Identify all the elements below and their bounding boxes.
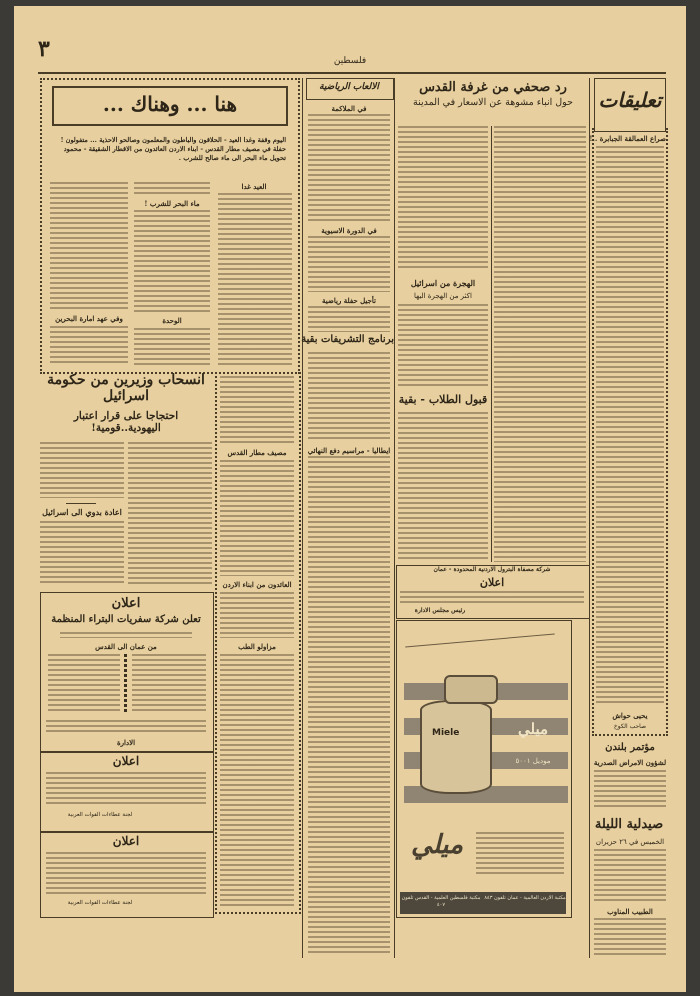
here-there-intro: اليوم وقفة وغدا العيد - الحلاقون والباطون والمعلمون وصالحو الاحذية ... متفولون ! حفلة في مصيف مطار القدس - ابناء الاردن العائدون من الاقطار الشقيقة - محمود تحويل ماء البحر الى ماء صالح للشرب . [60, 136, 286, 162]
miele-logo: ميلي [410, 830, 464, 860]
emigration-body [398, 304, 488, 388]
pharmacy-body [594, 849, 666, 903]
sports-body [308, 352, 390, 442]
here-there-body [50, 182, 128, 310]
ad-2-title: اعلان [112, 754, 140, 768]
emigration-subtitle: اكثر من الهجرة اليها [414, 292, 472, 300]
here-there-body [134, 182, 210, 196]
israel-body [40, 442, 124, 498]
conference-title: مؤتمر بلندن [605, 742, 655, 753]
refinery-ad-signature: رئيس مجلس الادارة [414, 607, 466, 614]
pharmacy-date: الخميس في ٢٦ حزيران [595, 838, 665, 846]
here-there-subhead: ماء البحر للشرب ! [144, 199, 200, 208]
sports-body [308, 306, 390, 332]
timetable-left [48, 654, 120, 712]
sports-subhead-large: برنامج التشريفات بقية [301, 334, 394, 345]
here-there-subhead: العيد غدا [241, 182, 267, 191]
ad-2-body [46, 772, 206, 806]
israel-body [40, 521, 124, 584]
pharmacy-title: صيدلية الليلة [594, 817, 664, 832]
refinery-ad-body [400, 591, 584, 606]
here-there-body [220, 654, 294, 908]
israel-headline: انسحاب وزيرين من حكومة اسرائيل [47, 372, 205, 405]
miele-agent-jerusalem: مكتبة فلسطين العلمية - القدس تلفون ٤٠٧ [401, 895, 481, 908]
conference-subtitle: لشؤون الامراض الصدرية [593, 758, 667, 767]
petra-ad-subtitle: تعلن شركة سفريات البتراء المنظمة [51, 614, 201, 625]
israel-body [128, 442, 212, 584]
petra-ad-signature: الادارة [116, 738, 136, 747]
ad-3-body [46, 852, 206, 894]
timetable-divider [124, 654, 127, 712]
sports-subhead: في الملاكمة [331, 104, 367, 113]
ad-3-title: اعلان [112, 834, 140, 848]
ad-2-signature: لجنة عطاءات القوات العربية [67, 812, 133, 818]
petra-ad-title: اعلان [111, 596, 141, 611]
washing-machine-illustration [420, 700, 492, 794]
chamber-title: رد صحفي من غرفة القدس [419, 80, 567, 95]
column-rule [394, 78, 395, 958]
page-number: ٣ [38, 36, 50, 62]
comments-author-role: صاحب الكوخ [613, 723, 647, 730]
israel-subhead: اعادة بدوي الى اسرائيل [42, 507, 122, 517]
sports-body [308, 114, 390, 222]
here-there-subhead: الوحدة [162, 316, 182, 325]
miele-description [476, 832, 564, 876]
here-there-body [134, 210, 210, 312]
petra-ad-note [46, 720, 206, 732]
here-there-body [218, 193, 292, 366]
miele-banner-text: ميلي [517, 720, 549, 738]
comments-subtitle: صراع العمالقة الجبابرة ..! [589, 134, 666, 143]
column-rule [302, 78, 303, 958]
divider [66, 503, 96, 504]
doctor-body [594, 918, 666, 958]
here-there-body [134, 328, 210, 366]
timetable-right [132, 654, 206, 712]
sports-subhead: في الدورة الاسيوية [321, 226, 377, 235]
sports-subhead: تأجيل حفلة رياضية [322, 296, 376, 305]
column-rule [491, 126, 492, 562]
chamber-body-right [494, 126, 586, 562]
refinery-ad-title: اعلان [479, 576, 505, 589]
sports-subhead: ايطاليا - مراسيم دفع النهائي [307, 446, 391, 455]
miele-agent-amman: مكتبة الاردن العالمية - عمان تلفون ٨٤٣ [484, 895, 566, 901]
sports-title: الالعاب الرياضية [319, 82, 379, 92]
doctor-title: الطبيب المناوب [607, 907, 653, 916]
emigration-title: الهجرة من اسرائيل [410, 278, 476, 288]
students-body [398, 412, 488, 562]
here-there-body [50, 326, 128, 366]
here-there-body [220, 376, 294, 444]
here-there-subhead: مزاولو الطب [238, 642, 276, 651]
ad-3-signature: لجنة عطاءات القوات العربية [67, 900, 133, 906]
petra-ad-route: من عمان الى القدس [95, 642, 157, 651]
comments-title: تعليقات [598, 88, 662, 112]
israel-subheadline: احتجاجا على قرار اعتبار اليهودية..قومية! [73, 410, 179, 435]
here-there-body [220, 460, 294, 576]
refinery-company: شركة مصفاة البترول الاردنية المحدودة - عمان [433, 566, 551, 573]
conference-body [594, 770, 666, 810]
header-rule [38, 72, 666, 74]
students-title: قبول الطلاب - بقية [398, 393, 488, 406]
comments-border [589, 128, 668, 736]
chamber-subtitle: حول انباء مشوهة عن الاسعار في المدينة [413, 97, 573, 108]
wringer-illustration [444, 675, 498, 704]
miele-model: موديل ٥٠٠١ [515, 757, 551, 765]
masthead: فلسطين [333, 56, 367, 66]
chamber-body-left [398, 126, 488, 268]
here-there-body [220, 592, 294, 638]
petra-ad-body [60, 632, 192, 638]
here-there-subhead: العائدون من ابناء الاردن [222, 580, 292, 589]
sports-body [308, 236, 390, 292]
here-there-subhead: مصيف مطار القدس [227, 448, 287, 457]
miele-brand-latin: Miele [432, 728, 460, 738]
comments-author: يحيى حواش [612, 711, 648, 720]
here-there-title: هنا ... وهناك ... [102, 92, 238, 116]
here-there-subhead: وفي عهد امارة البحرين [55, 314, 123, 323]
sports-body [308, 456, 390, 956]
